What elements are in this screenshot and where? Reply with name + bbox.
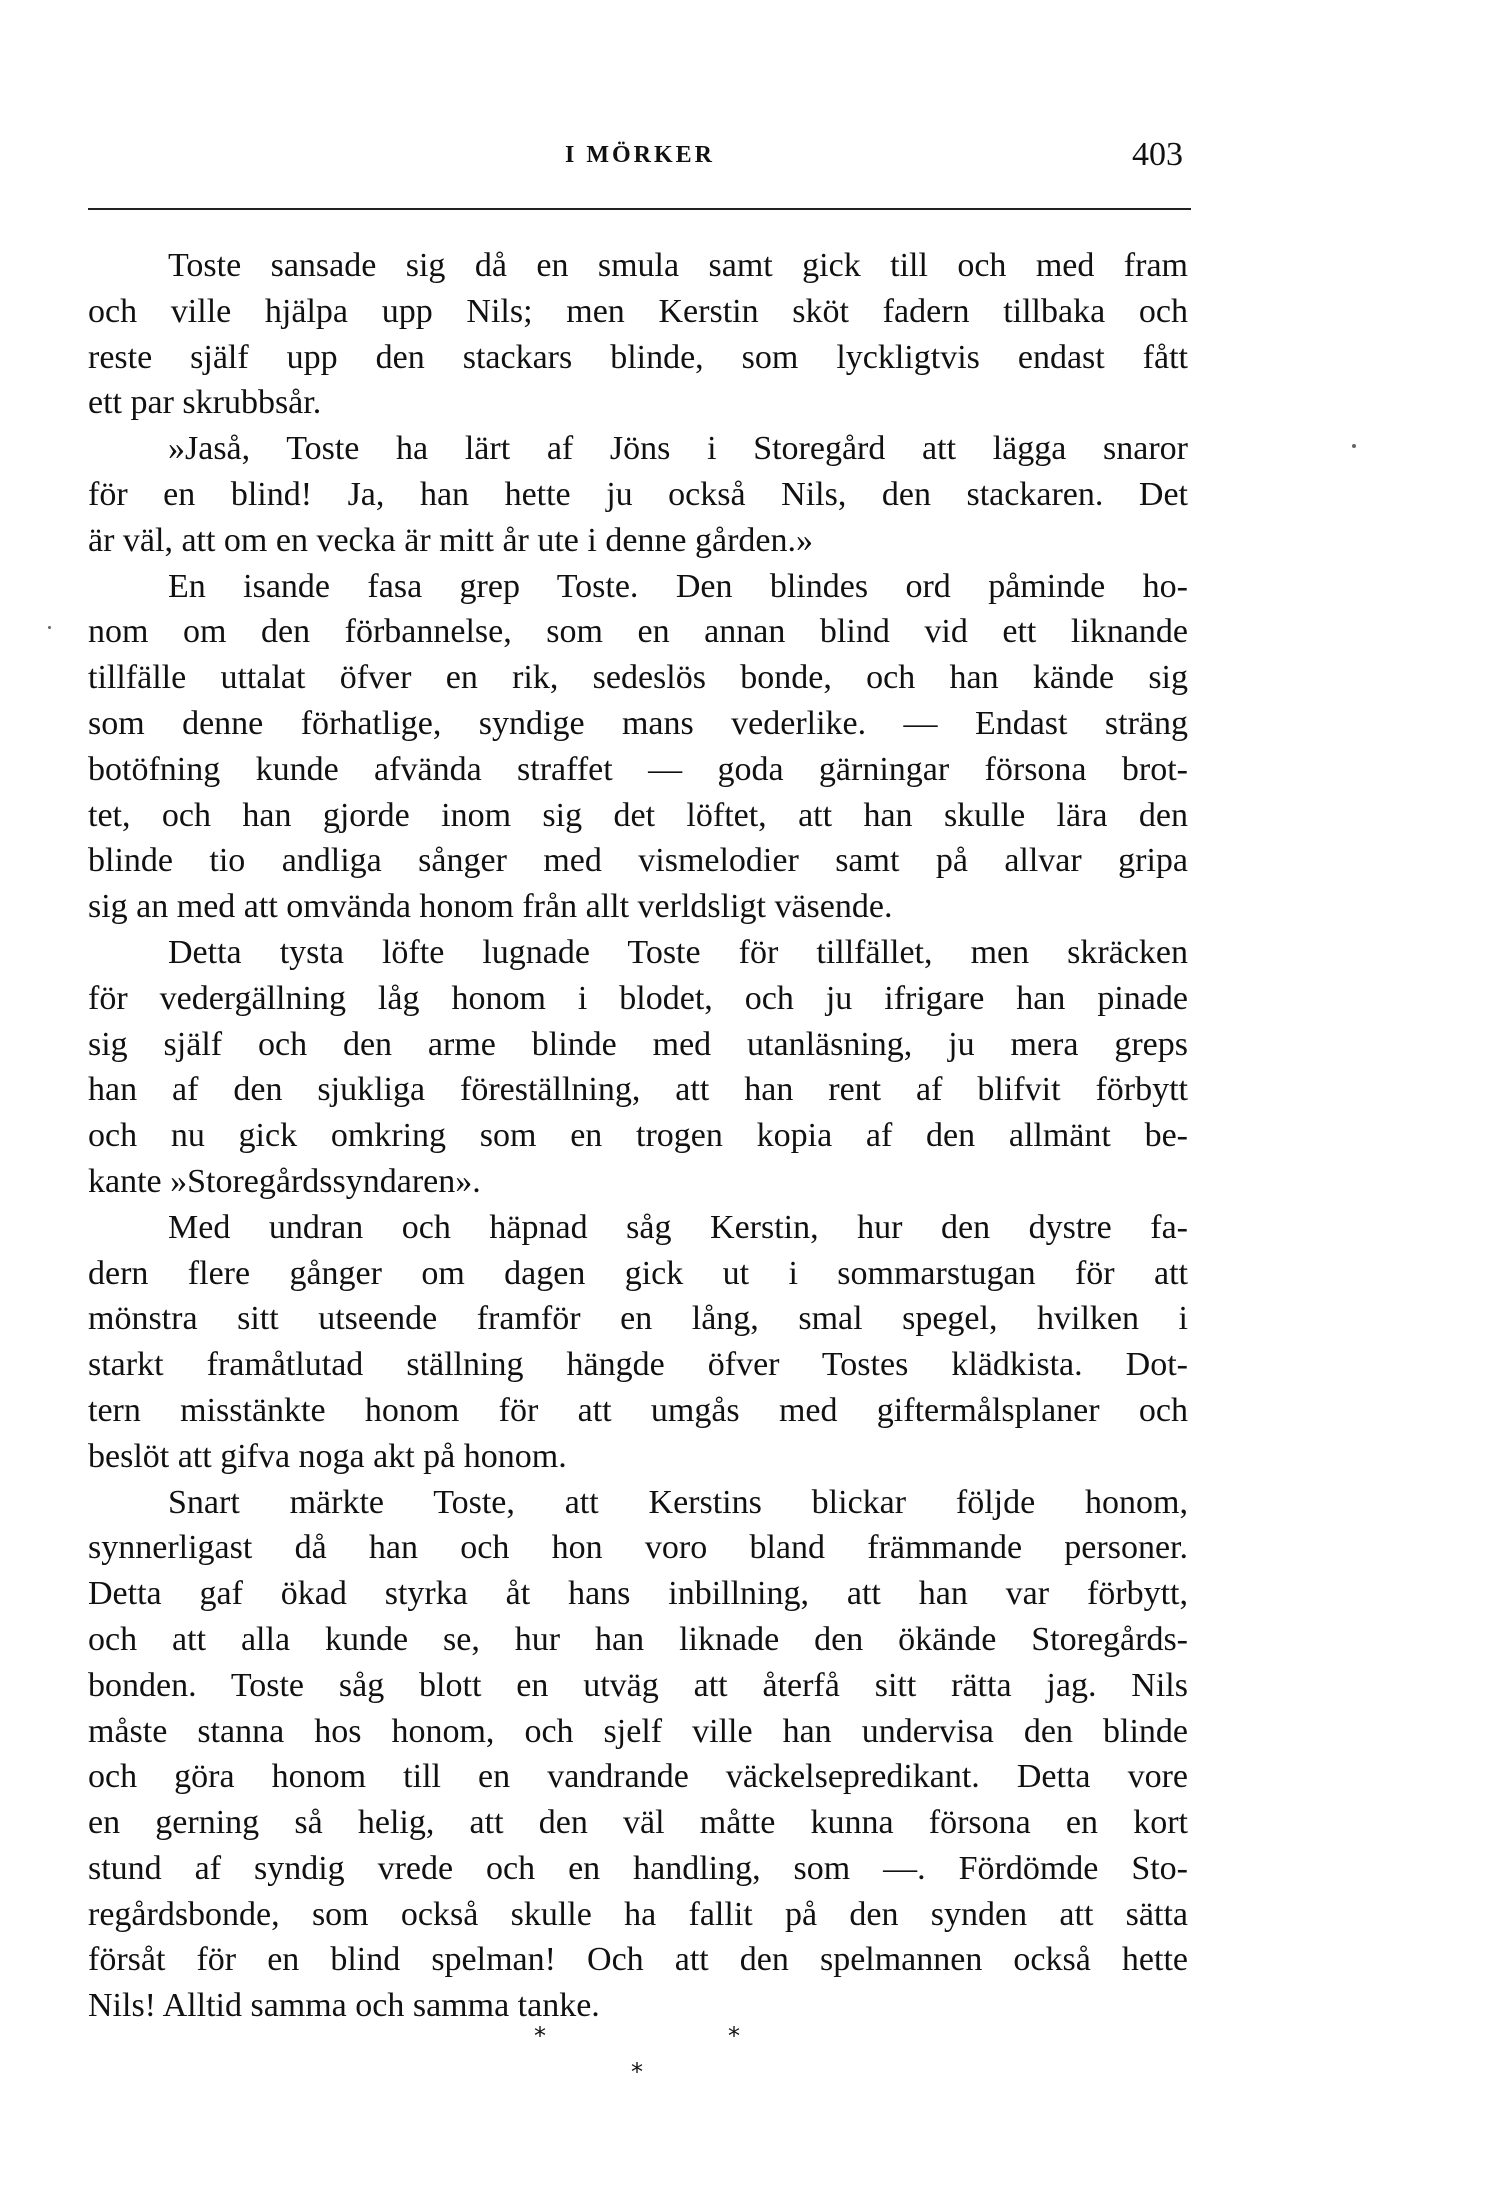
text-line: mönstra sitt utseende framför en lång, smal spegel, hvilken i xyxy=(88,1300,1188,1338)
text-line: för en blind! Ja, han hette ju också Nils, den stackaren. Det xyxy=(88,475,1188,513)
asterisk-icon: * xyxy=(631,2058,643,2086)
asterism-divider xyxy=(0,2022,1500,2102)
text-line: tet, och han gjorde inom sig det löftet, att han skulle lära den xyxy=(88,796,1188,834)
text-line: tern misstänkte honom för att umgås med giftermålsplaner och xyxy=(88,1391,1188,1429)
text-line: sig själf och den arme blinde med utanläsning, ju mera greps xyxy=(88,1025,1188,1063)
text-line: ett par skrubbsår. xyxy=(88,384,322,422)
running-title: I MÖRKER xyxy=(565,142,715,168)
text-line: Med undran och häpnad såg Kerstin, hur den dystre fa- xyxy=(168,1208,1188,1246)
text-line: kante »Storegårdssyndaren». xyxy=(88,1162,481,1200)
text-line: och ville hjälpa upp Nils; men Kerstin sköt fadern tillbaka och xyxy=(88,292,1188,330)
page-header xyxy=(85,136,1195,194)
text-line: måste stanna hos honom, och sjelf ville han undervisa den blinde xyxy=(88,1712,1188,1750)
text-line: Snart märkte Toste, att Kerstins blickar följde honom, xyxy=(168,1483,1188,1521)
text-line: försåt för en blind spelman! Och att den spelmannen också hette xyxy=(88,1941,1188,1979)
text-line: tillfälle uttalat öfver en rik, sedeslös bonde, och han kände sig xyxy=(88,659,1188,697)
text-line: sig an med att omvända honom från allt verldsligt väsende. xyxy=(88,888,893,926)
text-line: Detta tysta löfte lugnade Toste för tillfället, men skräcken xyxy=(168,933,1188,971)
asterisk-icon: * xyxy=(728,2022,740,2050)
text-line: stund af syndig vrede och en handling, som —. Fördömde Sto- xyxy=(88,1849,1188,1887)
header-rule xyxy=(88,208,1191,210)
text-line: reste själf upp den stackars blinde, som lyckligtvis endast fått xyxy=(88,338,1188,376)
paper-speck xyxy=(48,626,51,629)
text-line: Detta gaf ökad styrka åt hans inbillning, att han var förbytt, xyxy=(88,1575,1188,1613)
text-line: En isande fasa grep Toste. Den blindes ord påminde ho- xyxy=(168,567,1188,605)
text-line: Nils! Alltid samma och samma tanke. xyxy=(88,1987,600,2025)
text-line: beslöt att gifva noga akt på honom. xyxy=(88,1437,567,1475)
text-line: regårdsbonde, som också skulle ha fallit på den synden att sätta xyxy=(88,1895,1188,1933)
text-line: och att alla kunde se, hur han liknade den ökände Storegårds- xyxy=(88,1620,1188,1658)
text-line: botöfning kunde afvända straffet — goda gärningar försona brot- xyxy=(88,750,1188,788)
text-line: en gerning så helig, att den väl måtte kunna försona en kort xyxy=(88,1804,1188,1842)
text-line: och nu gick omkring som en trogen kopia af den allmänt be- xyxy=(88,1117,1188,1155)
text-line: nom om den förbannelse, som en annan blind vid ett liknande xyxy=(88,613,1188,651)
body-text xyxy=(88,243,1188,2029)
text-line: som denne förhatlige, syndige mans vederlike. — Endast sträng xyxy=(88,704,1188,742)
text-line: dern flere gånger om dagen gick ut i sommarstugan för att xyxy=(88,1254,1188,1292)
text-line: blinde tio andliga sånger med vismelodier samt på allvar gripa xyxy=(88,842,1188,880)
asterisk-icon: * xyxy=(534,2022,546,2050)
page-number: 403 xyxy=(1132,136,1183,173)
paper-speck xyxy=(1352,444,1356,448)
text-line: starkt framåtlutad ställning hängde öfver Tostes klädkista. Dot- xyxy=(88,1346,1188,1384)
text-line: »Jaså, Toste ha lärt af Jöns i Storegård att lägga snaror xyxy=(168,430,1188,468)
text-line: synnerligast då han och hon voro bland främmande personer. xyxy=(88,1529,1188,1567)
text-line: är väl, att om en vecka är mitt år ute i denne gården.» xyxy=(88,521,814,559)
text-line: han af den sjukliga föreställning, att han rent af blifvit förbytt xyxy=(88,1071,1188,1109)
text-line: och göra honom till en vandrande väckelsepredikant. Detta vore xyxy=(88,1758,1188,1796)
text-line: Toste sansade sig då en smula samt gick till och med fram xyxy=(168,247,1188,284)
text-line: för vedergällning låg honom i blodet, och ju ifrigare han pinade xyxy=(88,979,1188,1017)
text-line: bonden. Toste såg blott en utväg att återfå sitt rätta jag. Nils xyxy=(88,1666,1188,1704)
